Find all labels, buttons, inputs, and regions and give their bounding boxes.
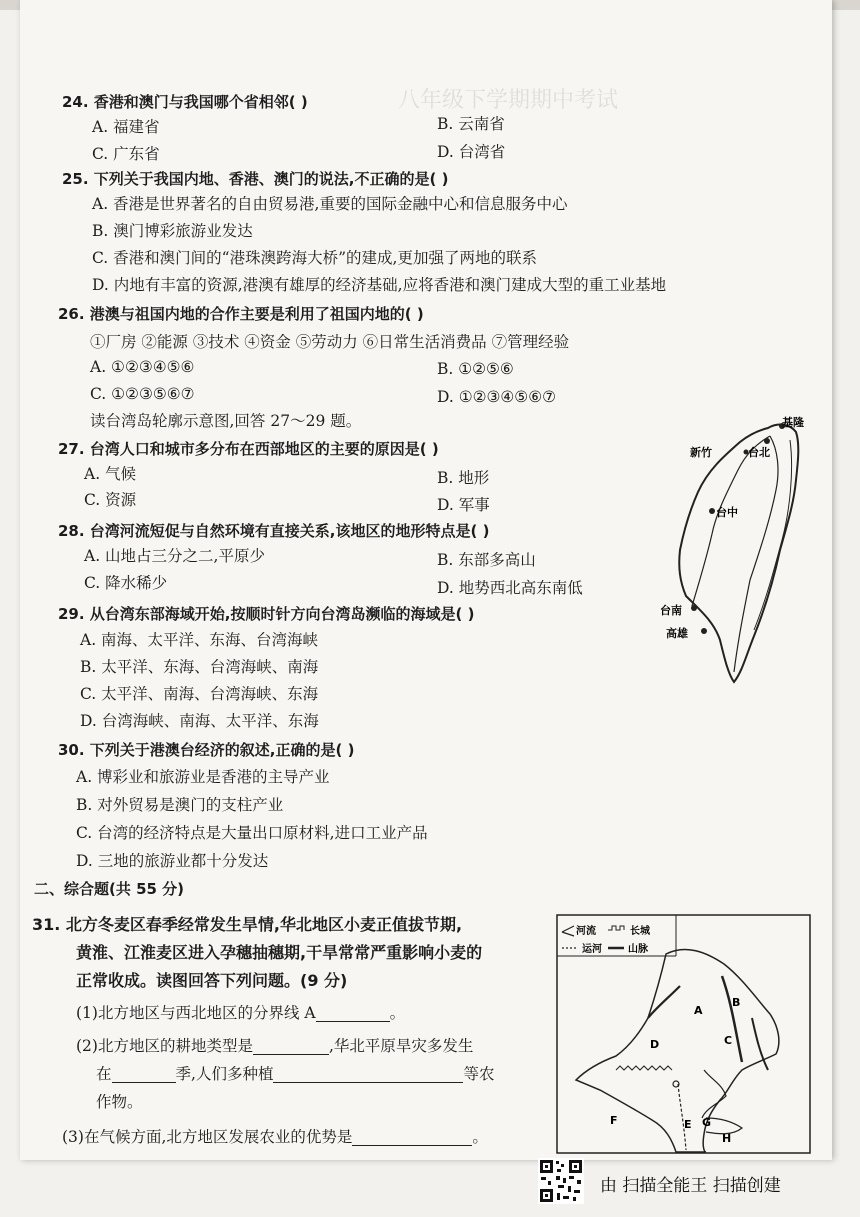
legend-wall-symbol [608, 926, 624, 930]
q24-stem: 24. 香港和澳门与我国哪个省相邻( ) [62, 93, 308, 111]
q31-part2-prefix: (2)北方地区的耕地类型是 [76, 1037, 253, 1055]
q26-option-a: A. ①②③④⑤⑥ [90, 358, 195, 376]
q26-items: ①厂房 ②能源 ③技术 ④资金 ⑤劳动力 ⑥日常生活消费品 ⑦管理经验 [90, 333, 570, 351]
taiwan-inner-line [734, 436, 778, 672]
q31-part1 [76, 1004, 405, 1022]
legend-river-symbol [562, 926, 574, 936]
q31-part2-middle: ,华北平原旱灾多发生 [328, 1037, 474, 1055]
q27-option-c: C. 资源 [84, 491, 137, 509]
q25-option-a: A. 香港是世界著名的自由贸易港,重要的国际金融中心和信息服务中心 [92, 195, 568, 213]
q27-option-b: B. 地形 [437, 469, 490, 487]
label-gaoxiong: 高雄 [666, 627, 688, 640]
label-taibei: 台北 [748, 446, 770, 459]
north-region-outline [576, 949, 779, 1152]
q31-part2-line3: 作物。 [96, 1093, 143, 1111]
q30-option-b: B. 对外贸易是澳门的支柱产业 [76, 796, 284, 814]
bleed-through-header: 八年级下学期期中考试 [398, 88, 619, 113]
q31-part2-blank-2[interactable] [112, 1067, 176, 1083]
q24-option-a: A. 福建省 [92, 118, 160, 136]
q31-part2-etc: 等农 [463, 1065, 495, 1083]
legend-canal: 运河 [582, 944, 602, 955]
q31-part2-line2 [96, 1065, 494, 1083]
q28-option-a: A. 山地占三分之二,平原少 [84, 547, 265, 565]
q31-line3: 正常收成。读图回答下列问题。(9 分) [76, 971, 348, 990]
q31-part3-suffix: 。 [472, 1128, 488, 1146]
q31-part2-season: 季,人们多种植 [175, 1065, 274, 1083]
q25-stem: 25. 下列关于我国内地、香港、澳门的说法,不正确的是( ) [62, 170, 449, 188]
q24-option-b: B. 云南省 [437, 115, 505, 133]
label-taizhong: 台中 [716, 506, 738, 519]
label-jilong: 基隆 [782, 416, 804, 429]
q25-option-b: B. 澳门博彩旅游业发达 [92, 222, 253, 240]
q29-option-d: D. 台湾海峡、南海、太平洋、东海 [80, 712, 319, 730]
q30-option-c: C. 台湾的经济特点是大量出口原材料,进口工业产品 [76, 824, 428, 842]
great-wall [616, 1066, 672, 1070]
q30-stem: 30. 下列关于港澳台经济的叙述,正确的是( ) [58, 741, 355, 759]
legend-wall: 长城 [630, 926, 650, 937]
q27-option-a: A. 气候 [84, 465, 137, 483]
qr-code-icon [538, 1158, 584, 1204]
letter-e: E [684, 1118, 692, 1131]
q31-part2 [76, 1037, 473, 1055]
taiwan-outline-svg [650, 410, 820, 690]
q31-part2-in: 在 [96, 1065, 112, 1083]
legend-river: 河流 [576, 926, 596, 937]
taibei-dot [764, 438, 770, 444]
q31-part3-blank[interactable] [352, 1130, 472, 1146]
q31-line1: 31. 北方冬麦区春季经常发生旱情,华北地区小麦正值拔节期, [32, 915, 463, 934]
q25-option-d: D. 内地有丰富的资源,港澳有雄厚的经济基础,应将香港和澳门建成大型的重工业基地 [92, 276, 667, 294]
q31-part1-suffix: 。 [389, 1004, 406, 1022]
q28-option-d: D. 地势西北高东南低 [437, 579, 583, 597]
letter-h: H [722, 1132, 732, 1145]
q29-option-a: A. 南海、太平洋、东海、台湾海峡 [80, 631, 319, 649]
bohai-coast [702, 1070, 726, 1118]
taizhong-dot [709, 508, 715, 514]
mountain-c [752, 1018, 768, 1070]
taiwan-outline-map [650, 410, 820, 690]
q24-option-c: C. 广东省 [92, 145, 160, 163]
q28-option-b: B. 东部多高山 [437, 551, 536, 569]
q25-option-c: C. 香港和澳门间的“港珠澳跨海大桥”的建成,更加强了两地的联系 [92, 249, 537, 267]
q24-option-d: D. 台湾省 [437, 143, 506, 161]
taiwan-western-railway [692, 436, 770, 606]
letter-d: D [650, 1038, 660, 1051]
q27-stem: 27. 台湾人口和城市多分布在西部地区的主要的原因是( ) [58, 440, 439, 458]
scanner-footer [538, 1158, 858, 1206]
q30-option-a: A. 博彩业和旅游业是香港的主导产业 [76, 768, 330, 786]
north-china-map [556, 914, 811, 1154]
q27-option-d: D. 军事 [437, 496, 490, 514]
q26-option-b: B. ①②⑤⑥ [437, 360, 514, 378]
scanner-credit: 由 扫描全能王 扫描创建 [600, 1176, 781, 1196]
q26-option-c: C. ①②③⑤⑥⑦ [90, 385, 195, 403]
letter-g: G [702, 1116, 712, 1129]
mountain-b [722, 976, 742, 1062]
section-2-heading: 二、综合题(共 55 分) [34, 880, 185, 898]
grand-canal [678, 1084, 686, 1150]
q31-part1-blank[interactable] [316, 1006, 390, 1022]
q31-part3-prefix: (3)在气候方面,北方地区发展农业的优势是 [62, 1128, 353, 1146]
letter-b: B [732, 996, 741, 1009]
q31-part3 [62, 1128, 488, 1146]
gaoxiong-dot [701, 628, 707, 634]
label-xinzhu: 新竹 [690, 446, 712, 459]
letter-f: F [610, 1114, 618, 1127]
north-china-svg [556, 914, 811, 1154]
q30-option-d: D. 三地的旅游业都十分发达 [76, 852, 269, 870]
q26-stem: 26. 港澳与祖国内地的合作主要是利用了祖国内地的( ) [58, 305, 424, 323]
letter-c: C [724, 1034, 733, 1047]
q29-option-b: B. 太平洋、东海、台湾海峡、南海 [80, 658, 319, 676]
q31-line2: 黄淮、江淮麦区进入孕穗抽穗期,干旱常常严重影响小麦的 [76, 943, 483, 962]
q31-part1-prefix: (1)北方地区与西北地区的分界线 A [76, 1004, 316, 1022]
legend-mountain: 山脉 [628, 944, 648, 955]
q29-stem: 29. 从台湾东部海域开始,按顺时针方向台湾岛濒临的海域是( ) [58, 605, 475, 623]
intro-27-29: 读台湾岛轮廓示意图,回答 27～29 题。 [90, 412, 362, 430]
q29-option-c: C. 太平洋、南海、台湾海峡、东海 [80, 685, 319, 703]
q28-stem: 28. 台湾河流短促与自然环境有直接关系,该地区的地形特点是( ) [58, 522, 490, 540]
q28-option-c: C. 降水稀少 [84, 574, 168, 592]
q31-part2-blank-3[interactable] [273, 1067, 463, 1083]
taiwan-east-rim [754, 440, 792, 630]
q31-part2-blank-1[interactable] [253, 1039, 329, 1055]
tainan-dot [691, 605, 697, 611]
q26-option-d: D. ①②③④⑤⑥⑦ [437, 388, 556, 406]
label-tainan: 台南 [660, 604, 682, 617]
letter-a: A [694, 1004, 703, 1017]
